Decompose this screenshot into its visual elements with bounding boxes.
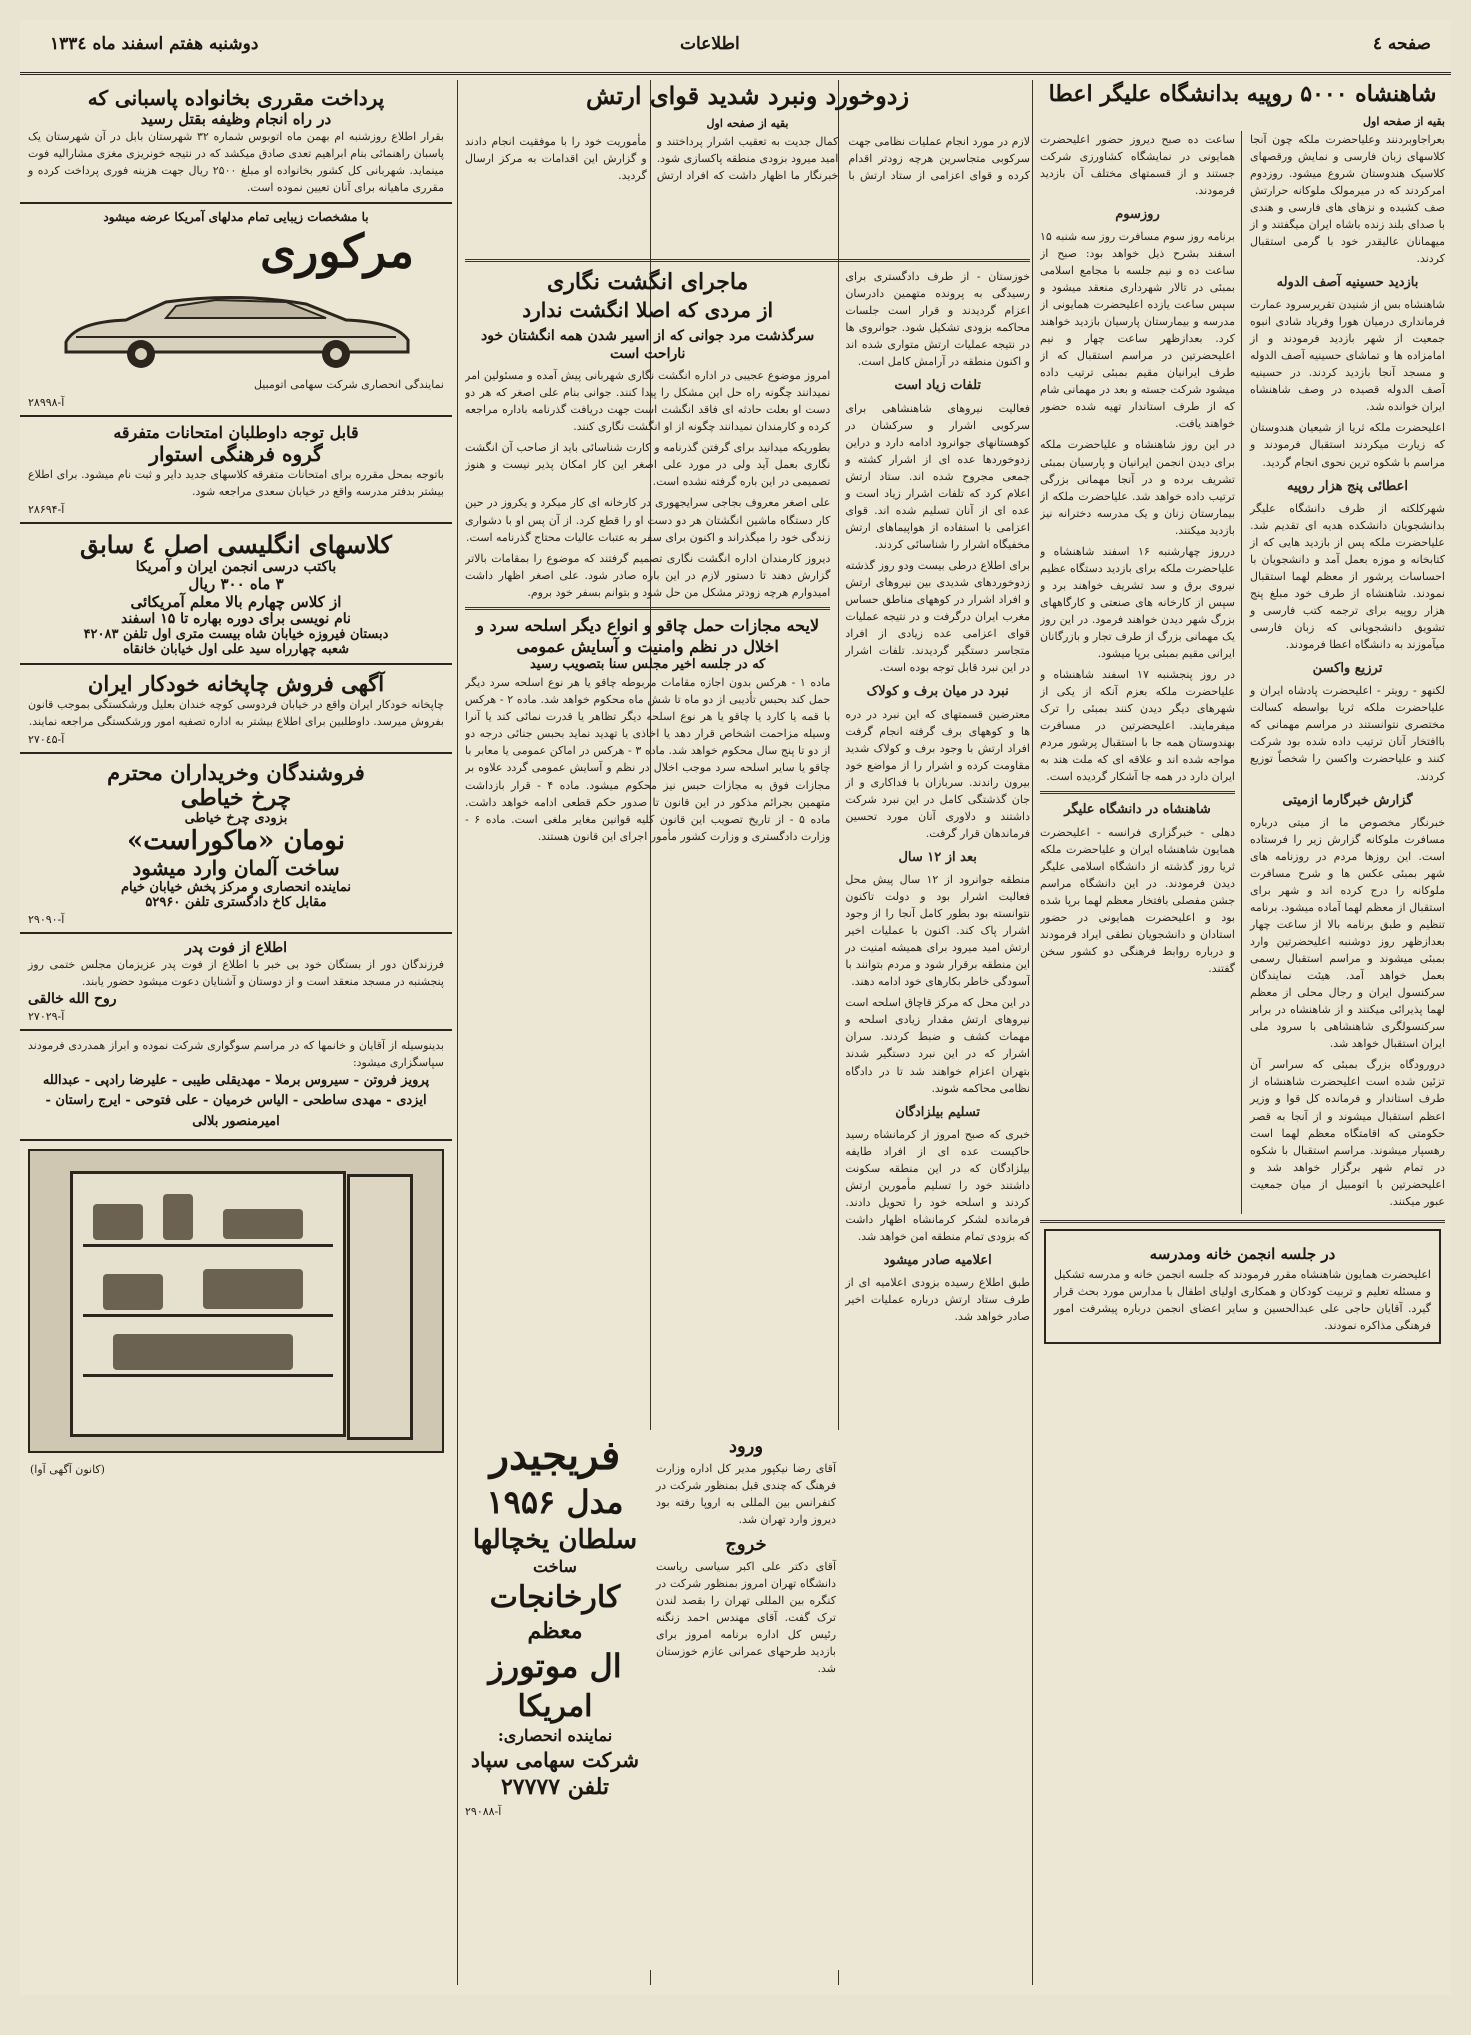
ad-thanks <box>20 1031 452 1141</box>
ad-text: فرزندگان دور از بستگان خود بی خبر با اطلاع از فوت پدر عزیزمان مجلس ختمی روز پنجشنبه در مسجد منعقد است و از دوستان و آشنایان دعوت میشود حضور یابند. <box>28 958 444 989</box>
ad-sewing-machine <box>20 754 452 934</box>
ad-english-classes <box>20 524 452 665</box>
fridge-usa: امریکا <box>517 1689 593 1725</box>
column-rule <box>1032 80 1033 1985</box>
ad-text: چاپخانه خودکار ایران واقع در خیابان فردوسی کوچه خندان بعلیل ورشکستگی بموجب قانون بفروش میرسد. داوطلبین برای اطلاع بیشتر به اداره تصفیه امور ورشکستگی مراجعه نمایند. <box>28 698 444 729</box>
paragraph: برای اطلاع درطی بیست ودو روز گذشته زدوخوردهای شدیدی بین نیروهای ارتش و افراد اشرار در کوههای مناطق حساس مغرب ایران درگرفت و در نتیجه عملیات قوای اعزامی عده زیادی از افراد متجاسر دستگیر گردیدند. تلفات اشرار در این نبرد قابل توجه بوده است. <box>845 559 1030 675</box>
page-number: صفحه ٤ <box>1372 34 1431 54</box>
paragraph: بطوریکه میدانید برای گرفتن گذرنامه و کارت شناسائی باید از صاحب آن انگشت نگاری بعمل آید ولی در مورد علی اصغر این کار امکان پذیر نیست و هنوز تصمیمی در این باره گرفته نشده است. <box>465 441 831 489</box>
paragraph: در این روز شاهنشاه و علیاحضرت ملکه برای دیدن انجمن ایرانیان و پارسیان بمبئی تشریف برده و در آنجا مهمانی بزرگی ترتیب داده خواهد شد. علیاحضرت ملکه از بیمارستان زنان و یک مدرسه دخترانه نیز بازدید میکنند. <box>1040 438 1235 537</box>
army-story <box>838 268 1030 1329</box>
fridge-illustration <box>28 1149 444 1453</box>
ad-line: مقابل کاخ دادگستری تلفن ۵۲۹۶۰ <box>145 895 327 911</box>
ad-brand: نومان «ماکوراست» <box>127 826 345 857</box>
ad-line: دبستان فیروزه خیابان شاه بیست متری اول تلفن ۴۲۰۸۳ <box>83 627 389 643</box>
paragraph: در روز پنجشنبه ۱۷ اسفند شاهنشاه و علیاحضرت ملکه بعزم آنکه از یکی از شهرهای دیگر دیدن کنند بمبئی را ترک میفرمایند. اعلیحضرتین در مسافرت بهندوستان همه جا با استقبال پرشور مردم مواجه شده اند و علاقه ای که ملت هند به ایران دارد در همه جا آشکار گردیده است. <box>1040 668 1235 784</box>
ad-title: کلاسهای انگلیسی اصل ٤ سابق <box>80 530 392 560</box>
subheading: روزسوم <box>1115 206 1160 222</box>
fridge-factory: کارخانجات <box>489 1580 621 1616</box>
law-headline: لایحه مجازات حمل چاقو و انواع دیگر اسلحه سرد و اخلال در نظم وامنیت و آسایش عمومی <box>476 615 820 656</box>
newspaper-page <box>20 20 1451 1995</box>
ad-printshop-sale <box>20 665 452 754</box>
paragraph: دیروز کارمندان اداره انگشت نگاری تصمیم گرفتند که موضوع را بمقامات بالاتر گزارش دهند تا دستور لازم در این باره صادر شود. علی اصغر اظهار داشت امیدوارم هرچه زودتر مشکل من حل شود و بتوانم بسفر خود بروم. <box>465 551 831 599</box>
paragraph: شهرکلکته از ظرف دانشگاه علیگر بدانشجویان دانشکده هدیه ای تقدیم شد. علیاحضرت ملکه پس از بازدید هایی که از کتابخانه و موزه بعمل آمد و دانشجویان با احساسات پرشور از معظم لهما استقبال نمودند. شاهنشاه از طرف خود مبلغ پنج هزار روپیه برای ترجمه کتب فارسی و تشویق دانشجویانی که زبان فارسی میآموزند به دانشگاه اعطا فرمودند. <box>1250 501 1445 652</box>
departures-text: آقای دکتر علی اکبر سیاسی ریاست دانشگاه تهران امروز بمنظور شرکت در کنگره بین المللی تهران را بقصد لندن ترک گفت. آقای مهندس احمد زنگنه رئیس کل اداره برنامه امروز برای بازدید طرحهای عمرانی عازم خوزستان شد. <box>656 1560 836 1676</box>
paragraph: بعراجاوبردنند وعلیاحضرت ملکه چون آنجا کلاسهای زبان فارسی و نمایش ورقصهای کلاسیک هندوستان شروع میشود. روزدوم امرکردند که در میرمولک ملوکانه حرارتش صف کشیده و نزهای های فارسی و هندی با صدای بلند زنده باشاه ایران میگفتند و از میهمانان عالیقدر خود با گرمی استقبال کردند. <box>1250 132 1445 265</box>
subheading: گزارش خبرگارما ازمیتی <box>1282 792 1413 808</box>
fridge-phone: تلفن ۲۷۷۷۷ <box>500 1774 610 1801</box>
ad-code: آ-۲۹۰۸۸ <box>465 1804 502 1818</box>
ad-title: اطلاع از فوت پدر <box>184 940 288 957</box>
column-ads <box>20 80 452 1985</box>
ad-line: نام نویسی برای دوره بهاره تا ۱۵ اسفند <box>121 611 351 628</box>
column-1a <box>1250 131 1445 1214</box>
story-lead: سرگذشت مرد جوانی که از اسیر شدن همه انگشتان خود ناراحت است <box>481 327 815 362</box>
column-shah-india <box>1040 80 1445 1985</box>
kicker: بقیه از صفحه اول <box>706 117 789 131</box>
paper-name: اطلاعات <box>680 34 740 54</box>
ad-mercury <box>20 204 452 417</box>
headline-shah-aligarh: شاهنشاه ۵۰۰۰ روپیه بدانشگاه علیگر اعطا <box>1048 81 1437 107</box>
fridge-company: شرکت سهامی سپاد <box>470 1748 640 1773</box>
story-title: ماجرای انگشت نگاری <box>547 269 749 296</box>
paragraph: معترضین قسمتهای که این نبرد در دره ها و کوههای برف گرفته انجام گرفت افراد ارتش با وجود برف و کولاک شدید مقاومت کرده و اشرار را از مواضع خود بیرون راندند. سربازان با فداکاری و از جان گذشتگی کامل در این نبرد شرکت داشتند و دلاوری آنان مورد تحسین فرماندهان قرار گرفت. <box>845 707 1030 840</box>
paragraph: منطقه جوانرود از ۱۲ سال پیش محل فعالیت اشرار بود و دولت تاکنون نتوانسته بود بطور کامل آنجا را از وجود اشرار پاک کند. اکنون با عملیات اخیر ارتش امید میرود برای همیشه امنیت در این منطقه برقرار شود و مردم بتوانند با آسودگی خاطر بکارهای خود ادامه دهند. <box>845 873 1030 989</box>
paragraph: درورودگاه بزرگ بمبئی که سراسر آن تزئین شده است اعلیحضرت شاهنشاه از طرف استاندار و فرمانده کل قوا و وزیر اعظم استقبال میشوند و از آنجا به قصر حکومتی که اقامتگاه معظم لهما است رهسپار میشوند. مراسم استقبال با شکوه در تمام شهر برگزار خواهد شد و اعلیحضرتین با اتومبیل از میان جمعیت عبور میکنند. <box>1250 1058 1445 1208</box>
ad-code: آ-۲۸۶۹۴ <box>28 503 65 517</box>
ad-line: بزودی چرخ خیاطی <box>184 811 288 827</box>
fridge-slogan: سلطان یخچالها <box>472 1524 638 1555</box>
subheading: شاهنشاه در دانشگاه علیگر <box>1064 802 1211 818</box>
paragraph: در این محل که مرکز قاچاق اسلحه است نیروهای ارتش مقدار زیادی اسلحه و مهمات کشف و ضبط کردند. سران اشرار که در این نبرد دستگیر شدند بتهران اعزام خواهند شد تا در دادگاه نظامی محاکمه شوند. <box>845 996 1030 1095</box>
paragraph: اعلیحضرت ملکه ثریا از شیعیان هندوستان که زیارت میکردند استقبال فرمودند و مراسم با شکوه ترین نحوی انجام گردید. <box>1250 421 1445 469</box>
subheading: ترزیع واکسن <box>1312 661 1383 677</box>
box-title: در جلسه انجمن خانه ومدرسه <box>1149 1244 1336 1263</box>
departures-heading: خروج <box>725 1534 767 1556</box>
column-1b <box>1040 131 1242 1214</box>
arrivals-departures <box>650 1430 842 1970</box>
subheading: بازدید حسینیه آصف الدوله <box>1276 274 1419 290</box>
ad-line: باکتب درسی انجمن ایران و آمریکا <box>135 559 337 576</box>
paragraph: لکنهو - رویتر - اعلیحضرت پادشاه ایران و علیاحضرت ملکه ثریا بواسطه کسالت مختصری نتوانستند در مراسم مهمانی که باافتخار آنان ترتیب داده شده بود شرکت کنند و علیاحضرت واکسن را شخصاً توزیع کردند. <box>1250 684 1445 783</box>
paragraph: ساعت ده صبح دیروز حضور اعلیحضرت همایونی در نمایشگاه کشاورزی شرکت جستند و از قسمتهای مختلف آن بازدید فرمودند. <box>1040 132 1235 197</box>
car-icon <box>46 282 426 372</box>
fridge-made: ساخت <box>533 1557 577 1577</box>
kicker: بقیه از صفحه اول <box>1363 114 1445 128</box>
headline-army-clash: زدوخورد ونبرد شدید قوای ارتش <box>585 81 910 110</box>
frigidaire-ad <box>465 1430 645 1975</box>
subheading: بعد از ۱۲ سال <box>898 849 977 865</box>
subheading: تسلیم بیلزادگان <box>895 1104 981 1120</box>
ad-text: بقرار اطلاع روزشنبه ام بهمن ماه اتوبوس شماره ۳۲ شهرستان بابل در آن شهرستان یک پاسبان راهنمائی بنام ابراهیم تعدی صادق میکشد که در نتیجه خونریزی مغزی مشارالیه فوت مینماید. شهربانی کل کشور بخانواده او مبلغ ۲۵۰۰ ریال جهت هزینه فوری پرداخت کرده و مقرری ماهیانه برای آنان تعیین نموده است. <box>28 130 445 195</box>
ad-names: پرویز فروتن - سیروس برملا - مهدیقلی طیبی - علیرضا رادپی - عبدالله ایزدی - مهدی ساطحی - الیاس خرمیان - علی فتوحی - ایرج راستان - امیرمنصور بلالی <box>42 1072 430 1130</box>
subheading: اعطائی پنج هزار روپیه <box>1287 478 1408 494</box>
ad-code: آ-۲۹۰۹۰ <box>28 913 65 927</box>
paragraph: خبرنگار مخصوص ما از میتی درباره مسافرت ملوکانه گزارش زیر را فرستاده است. این روزها مردم در روزنامه های شهر بمبئی عکس ها و شرح مسافرت ملوکانه را درج کرده اند و شهر برای استقبال از معظم لهما آماده میشود. برنامه تنظیم و طبق برنامه بالا از ساعت چهار بعدازظهر روز دوشنبه اعلیحضرتین وارد بمبئی میشوند و مراسم استقبال رسمی بعمل خواهد آمد. هیئت نمایندگان سرکنسول ایران و رجال محلی از معظم لهما پذیرائی میکنند و از شاهنشاه در برابر سرکنسولگری شاهنشاهی با سرود ملی ایران استقبال خواهد شد. <box>1250 815 1445 1051</box>
law-subheadline: که در جلسه اخیر مجلس سنا بتصویب رسید <box>529 657 766 673</box>
ad-code: آ-۲۸۹۹۸ <box>28 396 65 410</box>
paragraph: برنامه روز سوم مسافرت روز سه شنبه ۱۵ اسفند بشرح ذیل خواهد بود: صبح از ساعت ده و نیم جلسه با مجامع اسلامی بمبئی در تالار شهرداری منعقد میشود و سپس ساعت یازده اعلیحضرت همایونی از مدرسه و بیمارستان پارسیان بازدید خواهند کرد. بعدازظهر ساعت چهار و نیم اعلیحضرتین در مراسم استقبال که از طرف ایرانیان مقیم بمبئی ترتیب داده میشود شرکت جسته و بعد در مهمانی شام که از طرف استاندار تهیه شده حضور خواهند یافت. <box>1040 229 1235 431</box>
paragraph: دهلی - خبرگزاری فرانسه - اعلیحضرت همایون شاهنشاه ایران و علیاحضرت ملکه ثریا روز گذشته از دانشگاه اسلامی علیگر دیدن فرمودند. در این دانشگاه مراسم جشن مفصلی بافتخار معظم لهما برپا شده بود و اعلیحضرت همایونی در حضور استادان و دانشجویان نطقی ایراد فرمودند و درباره روابط فرهنگی دو کشور سخن گفتند. <box>1040 825 1235 975</box>
ad-title: پرداخت مقرری بخانواده پاسبانی که <box>87 86 385 110</box>
lead-text: لازم در مورد انجام عملیات نظامی جهت سرکوبی متجاسرین هرچه زودتر اقدام کرده و قوای اعزامی از ستاد ارتش با کمال جدیت به تعقیب اشرار پرداختند و امید میرود بزودی منطقه پاکسازی شود. خبرنگار ما اظهار داشت که افراد ارتش مأموریت خود را با موفقیت انجام دادند و گزارش این اقدامات به مرکز ارسال گردید. <box>465 135 1030 183</box>
ad-name: گروه فرهنگی استوار <box>149 442 323 467</box>
ad-title: قابل توجه داوطلبان امتحانات متفرقه <box>113 423 359 443</box>
ad-text: باتوجه بمحل مقرره برای امتحانات متفرقه کلاسهای جدید دایر و ثبت نام میشود. برای اطلاع بیشتر بدفتر مدرسه واقع در خیابان سعدی مراجعه شود. <box>28 468 444 499</box>
paragraph: درروز چهارشنبه ۱۶ اسفند شاهنشاه و علیاحضرت ملکه برای بازدید دستگاه عظیم نیروی برق و سد تشریف خواهند برد و سپس از کارخانه های صنعتی و کارگاههای بزرگ شهر دیدن خواهند فرمود. در این روز یک مهمانی بزرگ از طرف تجار و بازرگانان ایرانی مقیم بمبئی برپا میشود. <box>1040 544 1235 661</box>
fridge-gm: ال موتورز <box>488 1646 622 1685</box>
ad-line: نماینده انحصاری و مرکز پخش خیابان خیام <box>120 880 352 896</box>
ad-title: فروشندگان وخریداران محترم <box>107 760 365 786</box>
paragraph: علی اصغر معروف بجاجی سرایجهوری در کارخانه ای کار میکرد و یکروز در حین کار دستگاه ماشین انگشتان هر دو دست او را قطع کرد. از آن پس او با دشواری زندگی خود را میگذراند و اکنون برای سفر به عتبات عالیات محتاج گذرنامه است. <box>465 496 831 544</box>
ad-police-pension <box>20 80 452 204</box>
mercury-tagline: با مشخصات زیبایی تمام مدلهای آمریکا عرضه میشود <box>103 210 369 225</box>
ad-agency-credit: (کانون آگهی آوا) <box>30 1463 105 1476</box>
fridge-great: معظم <box>527 1618 583 1645</box>
subheading: تلفات زیاد است <box>894 378 981 394</box>
ad-line: از کلاس چهارم بالا معلم آمریکائی <box>130 593 342 612</box>
car-illustration <box>38 282 434 372</box>
column-rule <box>457 80 458 1985</box>
ad-signature: روح الله خالقی <box>28 990 117 1007</box>
ad-text: بدینوسیله از آقایان و خانمها که در مراسم سوگواری شرکت نموده و ابراز همدردی فرمودند سپاسگزاری میشود: <box>28 1038 444 1069</box>
ad-line: شعبه چهارراه سید علی اول خیابان خانقاه <box>122 642 350 658</box>
fingerprint-story <box>465 268 830 1329</box>
box-text: اعلیحضرت همایون شاهنشاه مقرر فرمودند که جلسه انجمن خانه و مدرسه تشکیل و مسئله تعلیم و تربیت کودکان و همکاری اولیای اطفال با مدارس مورد بحث قرار گیرد. آقایان حاجی علی عبدالحسین و سایر اعضای انجمن درباره پیشرفت امور فرهنگی مذاکره نمودند. <box>1054 1267 1431 1332</box>
mercury-rep: نمایندگی انحصاری شرکت سهامی اتومبیل <box>253 378 444 392</box>
ad-line: ساخت آلمان وارد میشود <box>132 856 340 881</box>
ad-death-notice <box>20 934 452 1030</box>
ad-code: آ-۲۷۰٤۵ <box>28 733 65 747</box>
subheading: نبرد در میان برف و کولاک <box>866 684 1009 700</box>
mercury-brand: مرکوری <box>260 224 414 279</box>
paragraph: شاهنشاه بس از شنیدن تقریرسرود عمارت فرمانداری درمیان هورا وفریاد شادی انبوه جمعیت از شهر بازدید فرمودند و از امامزاده ها و تماشای حسینیه آصف الدوله و مسجد آنجا بازدید کردند. در حسینیه آصف الدوله قصیده در وصف شاهنشاه ایران خوانده شد. <box>1250 298 1445 414</box>
subheading: اعلامیه صادر میشود <box>883 1253 992 1269</box>
arrivals-text: آقای رضا نیکپور مدیر کل اداره وزارت فرهنگ که چندی قبل بمنظور شرکت در کنفرانس بین المللی به اروپا رفته بود دیروز وارد تهران شد. <box>656 1462 836 1527</box>
law-text: ماده ۱ - هرکس بدون اجازه مقامات مربوطه چاقو یا هر نوع اسلحه سرد دیگر حمل کند بحبس تأدیبی از دو ماه تا شش ماه محکوم خواهد شد. ماده ۲ - هرکس با قمه یا کارد یا چاقو یا هر نوع اسلحه دیگر تظاهر یا قدرت نمائی کند یا آنرا وسیله مزاحمت اشخاص قرار دهد یا اخاذی یا تهدید نماید بحبس جنائی درجه دو از دو تا پنج سال محکوم خواهد شد. ماده ۳ - هرکس در اماکن عمومی یا معابر با چاقو یا سایر اسلحه سرد موجب اخلال در نظم و آسایش عمومی گردد علاوه بر مجازات فوق به مجازات حبس نیز محکوم میشود. ماده ۴ - قرار بازداشت متهمین بجرائم مذکور در این قانون تا صدور حکم قطعی ادامه خواهد داشت. ماده ۵ - از تاریخ تصویب این قانون کلیه قوانین مغایر ملغی است. ماده ۶ - وزارت دادگستری و وزارت کشور مأمور اجرای این قانون هستند. <box>465 676 831 843</box>
school-assoc-box <box>1044 1229 1441 1344</box>
arrivals-heading: ورود <box>728 1436 764 1457</box>
issue-date: دوشنبه هفتم اسفند ماه ۱۳۳٤ <box>50 34 259 54</box>
fridge-rep: نماینده انحصاری: <box>497 1726 613 1746</box>
ad-line: چرخ خیاطی <box>180 785 292 812</box>
paragraph: خوزستان - از طرف دادگستری برای رسیدگی به پرونده متهمین دادرسان اعزام گردیدند و قرار است جلسات محاکمه بزودی تشکیل شود. جوانروی ها در نتیجه عملیات ارتش متواری شده اند و اکنون منطقه در آرامش کامل است. <box>845 270 1030 369</box>
fridge-brand: فریجیدر <box>489 1432 621 1479</box>
story-subtitle: از مردی که اصلا انگشت ندارد <box>522 297 774 322</box>
paragraph: امروز موضوع عجیبی در اداره انگشت نگاری شهربانی پیش آمده و مسئولین امر نمیدانند چگونه راه حل این مشکل را پیدا کنند. جوانی بنام علی اصغر که هر دو دست او بعلت حادثه ای فاقد انگشت است جهت دریافت گذرنامه باداره مراجعه کرده و کارمندان نمیدانند چگونه از او انگشت نگاری کنند. <box>465 369 831 434</box>
ad-subtitle: در راه انجام وظیفه بقتل رسید <box>140 110 332 128</box>
paragraph: طبق اطلاع رسیده بزودی اعلامیه ای از طرف ستاد ارتش درباره عملیات اخیر صادر خواهد شد. <box>845 1276 1030 1324</box>
fridge-model: مدل ۱۹۵۶ <box>486 1483 624 1521</box>
paragraph: خبری که صبح امروز از کرمانشاه رسید حاکیست عده ای از افراد طایفه بیلزادگان که در این منطقه سکونت داشتند خود را تسلیم مأمورین ارتش کردند و اسلحه خود را تحویل دادند. فرمانده لشکر کرمانشاه اظهار داشت که بزودی تمام منطقه امن خواهد شد. <box>845 1127 1030 1244</box>
ad-code: آ-۲۷۰۲۹ <box>28 1009 65 1023</box>
ad-line: ۳ ماه ۳۰۰ ریال <box>188 575 284 594</box>
ad-school <box>20 417 452 524</box>
ad-title: آگهی فروش چاپخانه خودکار ایران <box>87 671 385 697</box>
masthead <box>20 20 1451 75</box>
paragraph: فعالیت نیروهای شاهنشاهی برای سرکوبی اشرار و سرکشان در کوهستانهای جوانرود ادامه دارد و دراین زدوخوردها عده ای از اشرار کشته و جمعی مجروح شده اند. ستاد ارتش اعلام کرد که تلفات اشرار زیاد است و عده ای از آنان تسلیم شده اند. قوای اعزامی با استفاده از هواپیماهای ارتش مخفیگاه اشرار را شناسائی کردند. <box>845 401 1030 551</box>
